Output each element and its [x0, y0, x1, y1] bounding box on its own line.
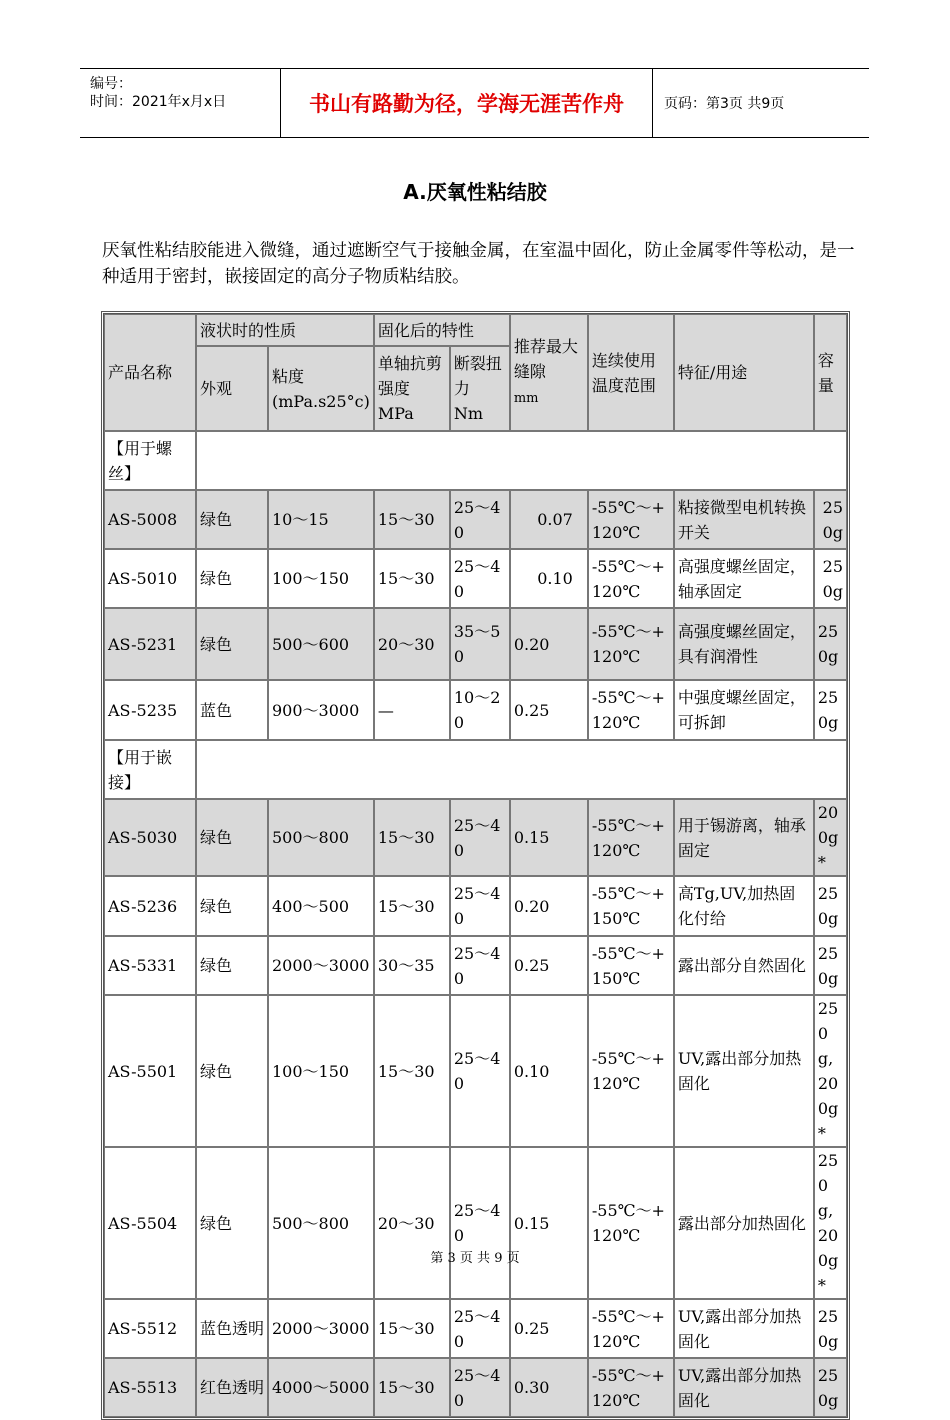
table-row: [104, 608, 847, 680]
section-row: [104, 431, 847, 490]
header-capacity: 容量: [814, 314, 847, 431]
gap-cell: 0.10: [510, 549, 588, 608]
temp-cell: -55℃～+150℃: [588, 876, 674, 936]
product-cell: AS-5008: [104, 490, 196, 549]
torque-cell: 35～50: [450, 608, 510, 680]
shear-cell: 15～30: [374, 549, 450, 608]
appearance-cell: 绿色: [196, 549, 268, 608]
header-shear-unit: MPa: [377, 404, 414, 423]
temp-cell: -55℃～+120℃: [588, 799, 674, 876]
capacity-cell: 250g: [814, 936, 847, 995]
header-torque: [450, 346, 510, 431]
table-row: [104, 799, 847, 876]
use-cell: 高强度螺丝固定，具有润滑性: [674, 608, 814, 680]
table-row: [104, 490, 847, 549]
gap-cell: 0.07: [510, 490, 588, 549]
torque-cell: 25～40: [450, 1358, 510, 1417]
use-cell: 粘接微型电机转换开关: [674, 490, 814, 549]
appearance-cell: 红色透明: [196, 1358, 268, 1417]
gap-cell: 0.25: [510, 680, 588, 740]
viscosity-cell: 100～150: [268, 549, 374, 608]
capacity-cell: 250g: [814, 549, 847, 608]
header-page-info: 页码：第3页 共9页: [664, 96, 785, 112]
shear-cell: 15～30: [374, 876, 450, 936]
section-title: A.厌氧性粘结胶: [403, 180, 547, 204]
header-viscosity: 粘度(mPa.s25°c): [268, 346, 374, 431]
section-label: 【用于螺丝】: [104, 431, 196, 490]
appearance-cell: 蓝色: [196, 680, 268, 740]
torque-cell: 25～40: [450, 936, 510, 995]
section-label: 【用于嵌接】: [104, 740, 196, 799]
torque-cell: 25～40: [450, 995, 510, 1147]
gap-cell: 0.20: [510, 876, 588, 936]
appearance-cell: 绿色: [196, 608, 268, 680]
product-cell: AS-5504: [104, 1147, 196, 1299]
shear-cell: 20～30: [374, 608, 450, 680]
table-row: [104, 936, 847, 995]
capacity-cell: 250g: [814, 1299, 847, 1358]
use-cell: 高Tg,UV,加热固化付给: [674, 876, 814, 936]
capacity-cell: 200g*: [814, 799, 847, 876]
intro-paragraph: 厌氧性粘结胶能进入微缝，通过遮断空气于接触金属，在室温中固化，防止金属零件等松动，是一种适用于密封，嵌接固定的高分子物质粘结胶。: [102, 241, 855, 287]
capacity-cell: 250g: [814, 1358, 847, 1417]
header-torque-label: 断裂扭力: [453, 354, 502, 398]
shear-cell: 15～30: [374, 799, 450, 876]
header-motto: 书山有路勤为径，学海无涯苦作舟: [281, 69, 653, 137]
temp-cell: -55℃～+120℃: [588, 608, 674, 680]
shear-cell: 15～30: [374, 490, 450, 549]
use-cell: UV,露出部分加热固化: [674, 1299, 814, 1358]
temp-cell: -55℃～+120℃: [588, 490, 674, 549]
header-torque-unit: Nm: [453, 404, 484, 423]
viscosity-cell: 100～150: [268, 995, 374, 1147]
gap-cell: 0.15: [510, 1147, 588, 1299]
viscosity-cell: 2000～3000: [268, 1299, 374, 1358]
viscosity-cell: 500～800: [268, 799, 374, 876]
gap-cell: 0.25: [510, 936, 588, 995]
use-cell: UV,露出部分加热固化: [674, 995, 814, 1147]
header-shear: [374, 346, 450, 431]
header-temp: 连续使用温度范围: [588, 314, 674, 431]
torque-cell: 25～40: [450, 876, 510, 936]
appearance-cell: 蓝色透明: [196, 1299, 268, 1358]
gap-cell: 0.15: [510, 799, 588, 876]
appearance-cell: 绿色: [196, 1147, 268, 1299]
product-cell: AS-5236: [104, 876, 196, 936]
header-meta: [80, 69, 281, 137]
temp-cell: -55℃～+120℃: [588, 1147, 674, 1299]
shear-cell: 20～30: [374, 1147, 450, 1299]
shear-cell: 15～30: [374, 1299, 450, 1358]
use-cell: 用于锡游离，轴承固定: [674, 799, 814, 876]
temp-cell: -55℃～+120℃: [588, 995, 674, 1147]
shear-cell: 15～30: [374, 1358, 450, 1417]
table-row: [104, 549, 847, 608]
use-cell: 露出部分加热固化: [674, 1147, 814, 1299]
product-cell: AS-5513: [104, 1358, 196, 1417]
appearance-cell: 绿色: [196, 936, 268, 995]
appearance-cell: 绿色: [196, 995, 268, 1147]
temp-cell: -55℃～+120℃: [588, 680, 674, 740]
gap-cell: 0.25: [510, 1299, 588, 1358]
capacity-cell: 250g,200g*: [814, 1147, 847, 1299]
header-shear-label: 单轴抗剪强度: [377, 354, 442, 398]
product-cell: AS-5501: [104, 995, 196, 1147]
temp-cell: -55℃～+150℃: [588, 936, 674, 995]
product-cell: AS-5331: [104, 936, 196, 995]
header-cured: 固化后的特性: [374, 314, 510, 346]
table-row: [104, 680, 847, 740]
time-label: 时间：2021年x月x日: [90, 94, 227, 110]
header-product: 产品名称: [104, 314, 196, 431]
viscosity-cell: 500～800: [268, 1147, 374, 1299]
torque-cell: 10～20: [450, 680, 510, 740]
viscosity-cell: 500～600: [268, 608, 374, 680]
header-gap-label: 推荐最大缝隙: [513, 337, 578, 381]
shear-cell: —: [374, 680, 450, 740]
viscosity-cell: 10～15: [268, 490, 374, 549]
header-gap-unit: mm: [513, 391, 539, 406]
header-gap: [510, 314, 588, 431]
capacity-cell: 250g: [814, 680, 847, 740]
use-cell: 露出部分自然固化: [674, 936, 814, 995]
table-row: [104, 876, 847, 936]
capacity-cell: 250g: [814, 490, 847, 549]
viscosity-cell: 400～500: [268, 876, 374, 936]
torque-cell: 25～40: [450, 799, 510, 876]
capacity-cell: 250g: [814, 876, 847, 936]
viscosity-cell: 900～3000: [268, 680, 374, 740]
header-use: 特征/用途: [674, 314, 814, 431]
shear-cell: 30～35: [374, 936, 450, 995]
gap-cell: 0.30: [510, 1358, 588, 1417]
use-cell: 高强度螺丝固定，轴承固定: [674, 549, 814, 608]
torque-cell: 25～40: [450, 549, 510, 608]
appearance-cell: 绿色: [196, 876, 268, 936]
temp-cell: -55℃～+120℃: [588, 1299, 674, 1358]
gap-cell: 0.20: [510, 608, 588, 680]
table-row: [104, 1358, 847, 1417]
use-cell: 中强度螺丝固定，可拆卸: [674, 680, 814, 740]
shear-cell: 15～30: [374, 995, 450, 1147]
torque-cell: 25～40: [450, 490, 510, 549]
section-blank: [196, 740, 847, 799]
header-liquid: 液状时的性质: [196, 314, 374, 346]
gap-cell: 0.10: [510, 995, 588, 1147]
torque-cell: 25～40: [450, 1299, 510, 1358]
product-cell: AS-5030: [104, 799, 196, 876]
table-row: [104, 995, 847, 1147]
page-header: [80, 68, 869, 138]
table-row: [104, 1147, 847, 1299]
section-blank: [196, 431, 847, 490]
product-cell: AS-5010: [104, 549, 196, 608]
capacity-cell: 250g: [814, 608, 847, 680]
temp-cell: -55℃～+120℃: [588, 549, 674, 608]
use-cell: UV,露出部分加热固化: [674, 1358, 814, 1417]
header-appearance: 外观: [196, 346, 268, 431]
section-row: [104, 740, 847, 799]
page-footer: 第 3 页 共 9 页: [430, 1251, 520, 1266]
product-cell: AS-5231: [104, 608, 196, 680]
appearance-cell: 绿色: [196, 799, 268, 876]
appearance-cell: 绿色: [196, 490, 268, 549]
viscosity-cell: 4000～5000: [268, 1358, 374, 1417]
header-row-1: [104, 314, 847, 346]
temp-cell: -55℃～+120℃: [588, 1358, 674, 1417]
product-cell: AS-5512: [104, 1299, 196, 1358]
torque-cell: 25～40: [450, 1147, 510, 1299]
number-label: 编号：: [90, 76, 132, 92]
viscosity-cell: 2000～3000: [268, 936, 374, 995]
product-cell: AS-5235: [104, 680, 196, 740]
capacity-cell: 250g,200g*: [814, 995, 847, 1147]
table-row: [104, 1299, 847, 1358]
